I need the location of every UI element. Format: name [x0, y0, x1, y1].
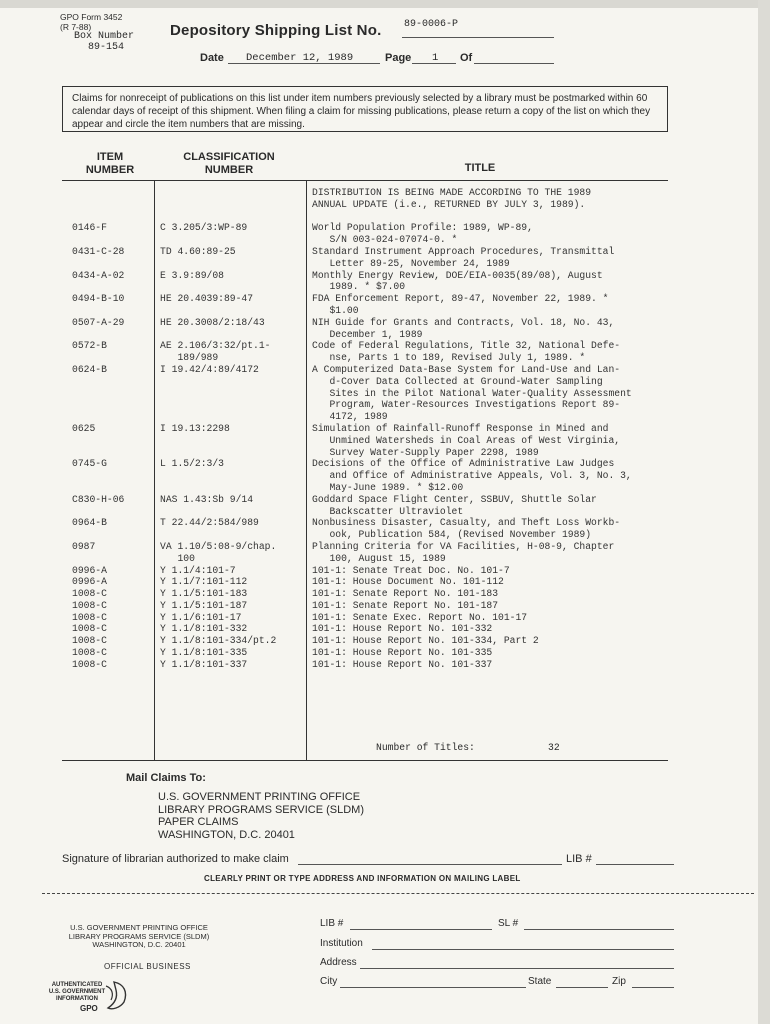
signature-label: Signature of librarian authorized to make claim: [62, 853, 289, 865]
zip-field[interactable]: [632, 987, 674, 988]
state-field[interactable]: [556, 987, 608, 988]
title-column: DISTRIBUTION IS BEING MADE ACCORDING TO THE 1989 ANNUAL UPDATE (i.e., RETURNED BY JULY 3, 1989). World Population Profile: 1989, WP-89, S/N 003-024-07074-0. * Standard Instrument Approach Procedures, Transmittal Letter 89-25, November 24, 1989 Monthly Energy Review, DOE/EIA-0035(89/08), August 1989. * $7.00 FDA Enforcement Report, 89-47, November 22, 1989. * $1.00 NIH Guide for Grants and Contracts, Vol. 18, No. 43, December 1, 1989 Code of Federal Regulations, Title 32, National Defe- nse, Parts 1 to 189, Revised July 1, 1989. * A Computerized Data-Base System for Land-Use and Lan- d-Cover Data Collected at Ground-Water Sampling Sites in the Pilot National Water-Quality Assessment Program, Water-Resources Investigations Report 89- 4172, 1989 Simulation of Rainfall-Runoff Response in Mined and Unmined Watersheds in Coal Areas of West Virginia, Survey Water-Supply Paper 2298, 1989 Decisions of the Office of Administrative Law Judges and Office of Administrative Appeals, Vol. 3, No. 3, May-June 1989. * $12.00 Goddard Space Flight Center, SSBUV, Shuttle Solar Backscatter Ultraviolet Nonbusiness Disaster, Casualty, and Theft Loss Workb- ook, Publication 584, (Revised November 1989) Planning Criteria for VA Facilities, H-08-9, Chapter 100, August 15, 1989 101-1: Senate Treat Doc. No. 101-7 101-1: House Document No. 101-112 101-1: Senate Report No. 101-183 101-1: Senate Report No. 101-187 101-1: Senate Exec. Report No. 101-17 101-1: House Report No. 101-332 101-1: House Report No. 101-334, Part 2 101-1: House Report No. 101-335 101-1: House Report No. 101-337: [312, 187, 632, 670]
institution-label: Institution: [320, 938, 363, 949]
form-id: GPO Form 3452 (R 7-88): [60, 12, 123, 32]
number-of-titles: 32: [548, 742, 560, 753]
cut-line: [42, 893, 754, 894]
column-divider-1: [154, 180, 155, 760]
date-label: Date: [200, 52, 224, 64]
table-top-rule: [62, 180, 668, 181]
scan-right-edge: [758, 0, 770, 1024]
zip-label: Zip: [612, 976, 626, 987]
sender-address: U.S. GOVERNMENT PRINTING OFFICE LIBRARY PROGRAMS SERVICE (SLDM) WASHINGTON, D.C. 20401: [68, 923, 210, 949]
institution-field[interactable]: [372, 949, 674, 950]
date-value: December 12, 1989: [246, 52, 354, 64]
mailing-label-instruction: CLEARLY PRINT OR TYPE ADDRESS AND INFORMATION ON MAILING LABEL: [204, 874, 521, 883]
address-field[interactable]: [360, 968, 674, 969]
of-line: [474, 63, 554, 64]
box-number-label: Box Number: [74, 31, 135, 42]
claims-notice: Claims for nonreceipt of publications on this list under item numbers previously selected by a library must be postmarked within 60 calendar days of receipt of this shipment. When filing a claim for missing publications, please return a copy of the list on which they appear and circle the item numbers that are missing.: [62, 86, 668, 132]
claims-address: U.S. GOVERNMENT PRINTING OFFICE LIBRARY PROGRAMS SERVICE (SLDM) PAPER CLAIMS WASHINGTON, D.C. 20401: [158, 791, 364, 841]
page-number: 1: [432, 52, 439, 64]
address-label: Address: [320, 957, 357, 968]
box-number: 89-154: [88, 42, 125, 53]
authenticated-text: AUTHENTICATED U.S. GOVERNMENT INFORMATION: [48, 982, 106, 1002]
label-lib-label: LIB #: [320, 918, 344, 929]
signature-field[interactable]: [298, 864, 562, 865]
state-label: State: [528, 976, 552, 987]
lib-number-label: LIB #: [566, 853, 592, 865]
scan-top-edge: [0, 0, 770, 8]
gpo-logo-text: GPO: [80, 1004, 98, 1013]
city-field[interactable]: [340, 987, 526, 988]
classification-number-header: CLASSIFICATION NUMBER: [183, 151, 275, 176]
official-business: OFFICIAL BUSINESS: [104, 962, 191, 971]
number-of-titles-label: Number of Titles:: [376, 742, 475, 753]
column-divider-2: [306, 180, 307, 760]
mail-claims-label: Mail Claims To:: [126, 772, 206, 784]
item-number-header: ITEM NUMBER: [85, 151, 135, 176]
title-header: TITLE: [464, 162, 496, 174]
table-bottom-rule: [62, 760, 668, 761]
page-label: Page: [385, 52, 412, 64]
list-number-line: [402, 37, 554, 38]
label-lib-field[interactable]: [350, 929, 492, 930]
label-sl-field[interactable]: [524, 929, 674, 930]
label-sl-label: SL #: [498, 918, 519, 929]
city-label: City: [320, 976, 338, 987]
of-label: Of: [460, 52, 473, 64]
document-title: Depository Shipping List No.: [170, 22, 382, 39]
list-number: 89-0006-P: [404, 19, 459, 30]
classification-column: C 3.205/3:WP-89 TD 4.60:89-25 E 3.9:89/08 HE 20.4039:89-47 HE 20.3008/2:18/43 AE 2.106/3:32/pt.1- 189/989 I 19.42/4:89/4172 I 19.13:2298 L 1.5/2:3/3 NAS 1.43:Sb 9/14 T 22.44/2:584/989 VA 1.10/5:08-9/chap. 100 Y 1.1/4:101-7 Y 1.1/7:101-112 Y 1.1/5:101-183 Y 1.1/5:101-187 Y 1.1/6:101-17 Y 1.1/8:101-332 Y 1.1/8:101-334/pt.2 Y 1.1/8:101-335 Y 1.1/8:101-337: [160, 222, 277, 670]
lib-number-field[interactable]: [596, 864, 674, 865]
item-number-column: 0146-F 0431-C-28 0434-A-02 0494-B-10 0507-A-29 0572-B 0624-B 0625 0745-G C830-H-06 0964-B 0987 0996-A 0996-A 1008-C 1008-C 1008-C 1008-C 1008-C 1008-C 1008-C: [72, 222, 125, 670]
